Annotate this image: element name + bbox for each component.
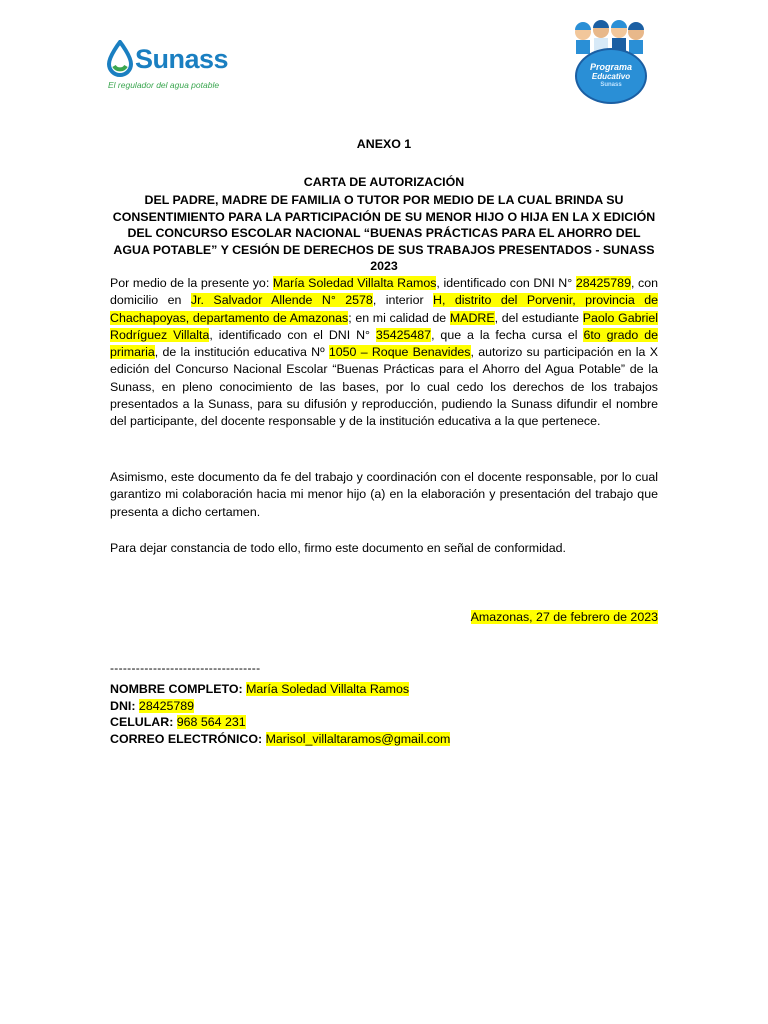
letter-date: Amazonas, 27 de febrero de 2023 [470,610,658,624]
paragraph-conformity: Para dejar constancia de todo ello, firmo este documento en señal de conformidad. [110,541,566,555]
water-drop-icon [105,40,135,78]
sunass-logo [105,38,245,93]
badge-line-1: Programa [589,62,633,72]
badge-brand: Sunass [600,82,622,88]
signer-email: Marisol_villaltaramos@gmail.com [265,731,451,746]
student-grade: 6to grado de primaria [110,327,658,360]
guardian-role: MADRE [449,310,495,325]
student-dni: 35425487 [375,327,432,342]
address-street: Jr. Salvador Allende N° 2578 [190,293,373,308]
letter-title: CARTA DE AUTORIZACIÓN [303,175,465,189]
school-name: 1050 – Roque Benavides [328,345,471,360]
paragraph-coordination: Asimismo, este documento da fe del trabajo y coordinación con el docente responsable, por lo cual garantizo mi colaboración hacia mi menor hijo (a) en la elaboración y presentación del trabajo que presenta a dicho certamen. [110,470,658,519]
programa-educativo-logo [565,18,653,98]
signer-phone-row: CELULAR: 968 564 231 [110,715,246,729]
student-name: Paolo Gabriel Rodríguez Villalta [110,310,658,342]
signer-info [110,681,450,747]
annex-title: ANEXO 1 [356,137,412,151]
brand-name: Sunass [135,44,229,74]
letter-heading: DEL PADRE, MADRE DE FAMILIA O TUTOR POR MEDIO DE LA CUAL BRINDA SU CONSENTIMIENTO PARA LA PARTICIPACIÓN DE SU MENOR HIJO O HIJA EN LA X EDICIÓN DEL CONCURSO ESCOLAR NACIONAL “BUENAS PRÁCTICAS PARA EL AHORRO DEL AGUA POTABLE” Y CESIÓN DE DERECHOS DE SUS TRABAJOS PRESENTADOS - SUNASS 2023 [112,193,656,273]
signer-dni: 28425789 [138,698,195,713]
parent-dni: 28425789 [575,276,631,290]
paragraph-authorization: Por medio de la presente yo: María Soledad Villalta Ramos, identificado con DNI N° 28425789, con domicilio en Jr. Salvador Allende N° 2578, interior H, distrito del Porvenir, provincia de Chachapoyas, departamento de Amazonas; en mi calidad de MADRE, del estudiante Paolo Gabriel Rodríguez Villalta, identificado con el DNI N° 35425487, que a la fecha cursa el 6to grado de primaria, de la institución educativa Nº 1050 – Roque Benavides, autorizo su participación en la X edición del Concurso Nacional Escolar “Buenas Prácticas para el Ahorro del Agua Potable” de la Sunass, en pleno conocimiento de las bases, por lo cual cedo los derechos de los trabajos presentados a la Sunass, para su difusión y reproducción, pudiendo la Sunass difundir el nombre del participante, del docente responsable y de la institución educativa a la que pertenece. [110,276,659,429]
parent-name: María Soledad Villalta Ramos [272,276,437,290]
signer-name-row: NOMBRE COMPLETO: María Soledad Villalta Ramos [110,682,410,696]
program-badge [575,48,647,104]
brand-tagline: El regulador del agua potable [108,80,220,90]
badge-line-2: Educativo [591,72,631,81]
signer-email-row: CORREO ELECTRÓNICO: Marisol_villaltaramos@gmail.com [110,731,451,746]
signer-name: María Soledad Villalta Ramos [246,682,410,696]
signature-line: ----------------------------------- [110,661,261,675]
address-district: H, distrito del Porvenir, provincia de Chachapoyas, departamento de Amazonas [110,293,658,325]
signer-phone: 968 564 231 [176,715,246,729]
signer-dni-row: DNI: 28425789 [110,698,195,713]
